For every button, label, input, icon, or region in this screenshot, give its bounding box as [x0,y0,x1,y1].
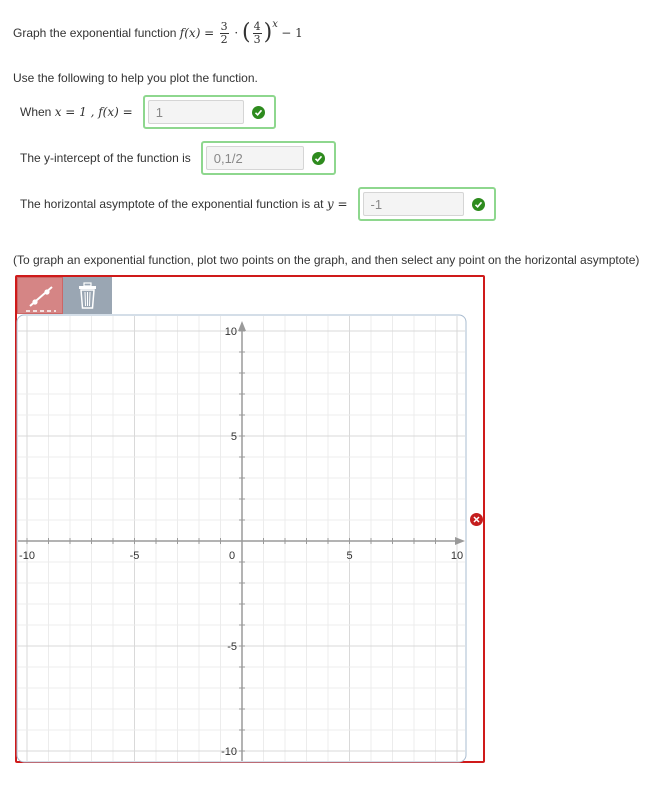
right-paren: ) [263,20,273,45]
trash-button[interactable] [63,277,112,314]
error-icon [470,513,483,526]
y-tick-label: -10 [221,746,237,758]
function-lhs: f(x) = [179,26,215,40]
line-point-tool-button[interactable] [17,277,63,314]
exponent: x [272,18,278,30]
base-fraction: $\frac{4}{3}$ [253,19,261,46]
x-tick-label: 0 [228,550,236,562]
trash-icon [63,277,112,314]
y-tick-label: -5 [227,641,237,653]
left-paren: ( [242,20,251,45]
help-text: Use the following to help you plot the function. [13,71,258,85]
coefficient-fraction: $\frac{3}{2}$ [220,19,228,46]
x-tick-label: 10 [450,550,464,562]
question-3-prefix: The horizontal asymptote of the exponential function is at [20,197,324,211]
dot-operator: · [230,26,243,40]
question-1-prefix: When [20,105,52,119]
x-tick-label: 5 [346,550,353,562]
constant-term: − 1 [281,26,303,40]
x-tick-label: -10 [19,550,35,562]
question-1-math: x = 1 , f(x) = [54,105,133,119]
question-2-prefix: The y-intercept of the function is [20,151,191,165]
prompt-text: Graph the exponential function [13,26,177,40]
question-3-math: y = [326,197,348,211]
x-tick-label: -5 [129,550,140,562]
graph-instructions: (To graph an exponential function, plot two points on the graph, and then select any point on the horizontal asymptote) [13,253,640,267]
y-tick-label: 5 [230,431,237,443]
line-point-tool-icon [18,278,64,315]
y-tick-label: 10 [224,326,237,338]
